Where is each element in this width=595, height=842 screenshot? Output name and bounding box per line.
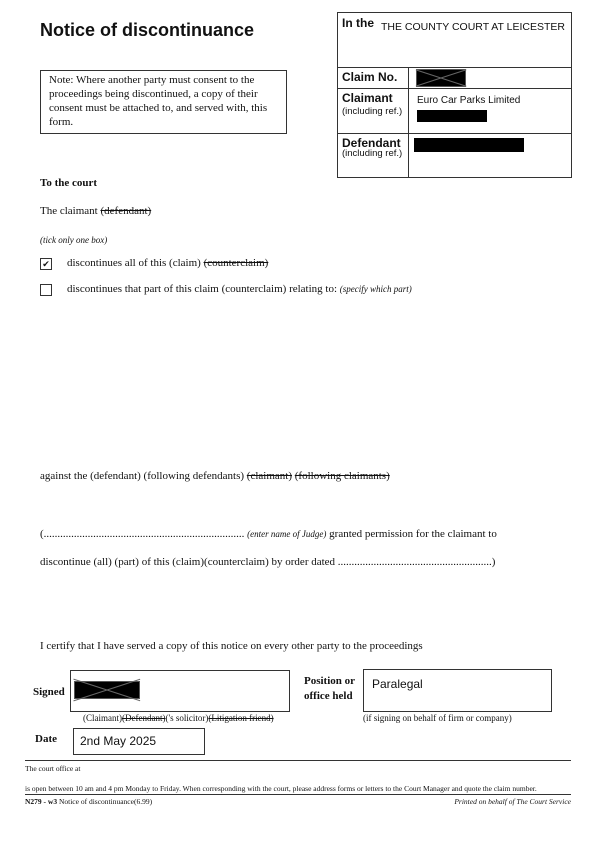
against-line: against the (defendant) (following defendants) (claimant) (following claimants) bbox=[40, 470, 390, 482]
option-discontinue-part: discontinues that part of this claim (counterclaim) relating to: (specify which part) bbox=[67, 283, 412, 295]
position-field[interactable] bbox=[363, 669, 552, 712]
position-label: Position or office held bbox=[304, 675, 355, 702]
page-title: Notice of discontinuance bbox=[40, 20, 255, 40]
to-the-court-heading: To the court bbox=[40, 177, 98, 189]
position-value: Paralegal bbox=[372, 677, 423, 691]
redacted-signature bbox=[74, 681, 140, 699]
option-discontinue-all: discontinues all of this (claim) (counterclaim) bbox=[67, 257, 269, 269]
defendant-struck: (defendant) bbox=[100, 205, 152, 217]
redacted-defendant bbox=[414, 138, 524, 152]
signature-field[interactable] bbox=[70, 670, 290, 712]
redacted-claim-number bbox=[416, 69, 466, 87]
court-details-box bbox=[337, 12, 572, 178]
firm-caption: (if signing on behalf of firm or company) bbox=[363, 713, 512, 723]
claimant-value[interactable]: Euro Car Parks Limited bbox=[417, 95, 521, 106]
date-value: 2nd May 2025 bbox=[80, 734, 157, 748]
printed-on-behalf: Printed on behalf of The Court Service bbox=[454, 797, 571, 806]
discontinue-order-line: discontinue (all) (part) of this (claim)(counterclaim) by order dated ........................................................) bbox=[40, 556, 496, 568]
date-label: Date bbox=[35, 733, 57, 745]
date-field[interactable] bbox=[73, 728, 205, 755]
checkbox-discontinue-part[interactable] bbox=[40, 284, 52, 296]
judge-permission-line: (......................................................................... (enter name of Judge) granted permission for the claimant to bbox=[40, 528, 497, 540]
claim-no-label: Claim No. bbox=[342, 70, 398, 84]
defendant-label: Defendant bbox=[342, 136, 401, 150]
in-the-label: In the bbox=[342, 16, 374, 30]
signed-label: Signed bbox=[33, 686, 65, 698]
form-reference: N279 - w3 Notice of discontinuance(6.99) bbox=[25, 797, 153, 806]
tick-instruction: (tick only one box) bbox=[40, 235, 108, 245]
redacted-claimant-ref bbox=[417, 110, 487, 122]
defendant-sub-label: (including ref.) bbox=[342, 148, 403, 159]
certify-statement: I certify that I have served a copy of this notice on every other party to the proceedings bbox=[40, 640, 423, 652]
claimant-line bbox=[40, 205, 151, 217]
footer-divider-top bbox=[25, 760, 571, 761]
footer-divider-bottom bbox=[25, 794, 571, 795]
court-office-line: The court office at bbox=[25, 764, 81, 773]
consent-note: Note: Where another party must consent to the proceedings being discontinued, a copy of their consent must be attached to, and served with, this form. bbox=[40, 70, 287, 134]
claimant-sub-label: (including ref.) bbox=[342, 106, 403, 117]
court-name[interactable]: THE COUNTY COURT AT LEICESTER bbox=[381, 21, 565, 33]
office-hours-line: is open between 10 am and 4 pm Monday to Friday. When corresponding with the court, please address forms or letters to the Court Manager and quote the claim number. bbox=[25, 784, 537, 793]
claimant-word: The claimant bbox=[40, 205, 98, 217]
signatory-capacity-caption: (Claimant)(Defendant)('s solicitor)(Litigation friend) bbox=[83, 713, 274, 723]
claimant-label: Claimant bbox=[342, 91, 393, 105]
checkbox-discontinue-all[interactable]: ✔ bbox=[40, 258, 52, 270]
